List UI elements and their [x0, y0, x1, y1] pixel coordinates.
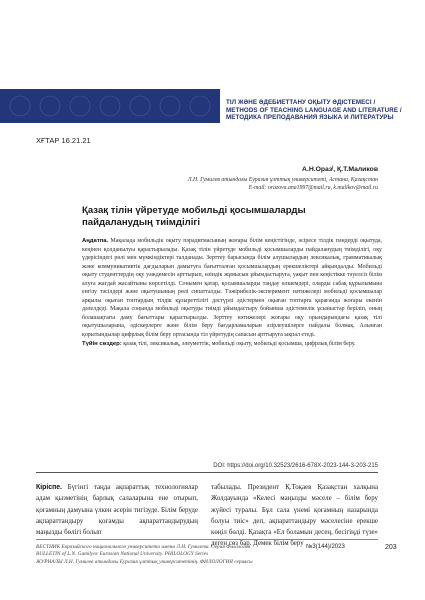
journal-footer	[36, 544, 286, 566]
strip-pattern-decoration	[0, 89, 220, 123]
abstract-block	[82, 237, 382, 348]
section-header-ru: МЕТОДИКА ПРЕПОДАВАНИЯ ЯЗЫКА И ЛИТЕРАТУРЫ	[226, 114, 394, 122]
affiliation-email: E-mail: orazova.ana1997@mail.ru, k.malikov@mail.ru	[248, 184, 378, 191]
authors: А.Н.Оразˡ, Қ.Т.Маликов	[302, 166, 378, 173]
journal-name-ru: ВЕСТНИК Евразийского национального университета имени Л.Н. Гумилева. Серия Филология	[36, 544, 251, 550]
article-title-line2: пайдаланудың тиімділігі	[82, 216, 201, 228]
abstract-label: Аңдатпа.	[82, 238, 109, 244]
keywords-paragraph	[82, 340, 382, 349]
article-title	[82, 205, 382, 228]
keywords-text: қазақ тілі, лексикалық, әлеуметтік, мобильді оқыту, мобильді қосымша, цифрлық білім беру.	[123, 340, 356, 347]
introduction-label: Кіріспе.	[36, 484, 62, 491]
introduction-text: Бүгінгі таңда ақпараттық технологиялар адам қызметінің барлық салаларына ене отырып, қоғамның дамуына үлкен әсерін тигізуде. Білім беруде ақпараттандыру қоғамды ақпараттандырудың маңызды бөлігі болып	[36, 484, 198, 537]
abstract-paragraph	[82, 237, 382, 340]
issue-number: №3(144)/2023	[306, 544, 345, 550]
page-number: 203	[385, 544, 397, 551]
body-column-right: табылады. Президент Қ.Тоқаев Қазақстан халқына Жолдауында «Келесі маңызды мәселе – білім беру жүйесі туралы. Бұл сала үнемі қоғамның назарында болуы тиіс» деп, ақпараттандыру мәселесіне ерекше көңіл бөлді. Қазақта «Ел боламын десең, бесігіңді түзе» деген сөз бар. Демек білім беру	[211, 484, 378, 548]
affiliation	[48, 177, 378, 193]
header-decorative-strip	[0, 89, 220, 123]
classification-code: ХҒТАР 16.21.21	[36, 136, 91, 145]
section-header-en: METHODS OF TEACHING LANGUAGE AND LITERATURE /	[226, 106, 402, 114]
article-title-line1: Қазақ тілін үйретуде мобильді қосымшаларды	[82, 205, 306, 216]
body-column-left	[36, 482, 198, 538]
journal-name-en: BULLETIN of L.N. Gumilyov Eurasian National University. PHILOLOGY Series	[36, 551, 209, 558]
affiliation-institution: Л.Н. Гумилев атындағы Еуразия ұлттық университеті, Астана, Қазақстан	[187, 177, 378, 183]
divider	[36, 472, 378, 473]
doi-link[interactable]: DOI: https://doi.org/10.32523/2616-678X-2023-144-3-203-215	[213, 463, 378, 469]
keywords-label: Түйін сөздер:	[82, 340, 122, 347]
footer-divider	[36, 539, 378, 540]
abstract-text: Мақалада мобильдік оқыту пәрадигмасының жоғары білім кеңістігінде, әсіресе тілдік пәндерді оқытуда, кеңінен қолданылуы қарастырылады. Қазақ тілін үйретуде мобильді қосымшаларды пайдаланудың тиімділігі, оқу үдерісіндегі рөлі мен мүмкіндіктері талданады. Зерттеу барысында білім алушылардың лексикалық, грамматикалық және коммуникативтік дағдыларын дамытуға бағытталған қосымшалардың ерекшеліктері айқындалды. Мобильді оқыту студенттердің оқу уәждемесін арттырып, өзіндік жұмысын ұйымдастыруға, уақыт пен кеңістікке тәуелсіз білім алуға жағдай жасайтыны көрсетілді. Сонымен қатар, қосымшаларды таңдау өлшемдері, оларды сабақ құрылымына енгізу тәсілдері және оқытушының рөлі сипатталды. Тәжірибелік-эксперимент нәтижелері мобильді қосымшалар арқылы оқыған топтардың тілдік құзыреттілігі дәстүрлі әдістермен оқыған топтарға қарағанда жоғары екенін дәлелдеді. Мақала соңында мобильді оқытуды тиімді ұйымдастыру бойынша әдістемелік ұсыныстар беріліп, оның болашақтағы даму бағыттары қарастырылды. Зерттеу нәтижелері жоғары оқу орындарындағы қазақ тілі оқытушыларына, әдіскерлерге және білім беру бағдарламаларын әзірлеушілерге пайдалы болмақ. Алынған қорытындылар цифрлық білім беру ортасында тіл үйретудің сапасын арттыруға ықпал етеді.	[82, 238, 382, 339]
section-header-kz: ТІЛ ЖӘНЕ ӘДЕБИЕТТАНУ ОҚЫТУ ӘДІСТЕМЕСІ /	[226, 99, 376, 106]
journal-name-kz: ЖУРНАЛЫ Л.Н. Гумилев атындағы Еуразия ұлттық университетінің. ФИЛОЛОГИЯ сериясы	[36, 558, 253, 565]
section-header	[226, 99, 421, 122]
